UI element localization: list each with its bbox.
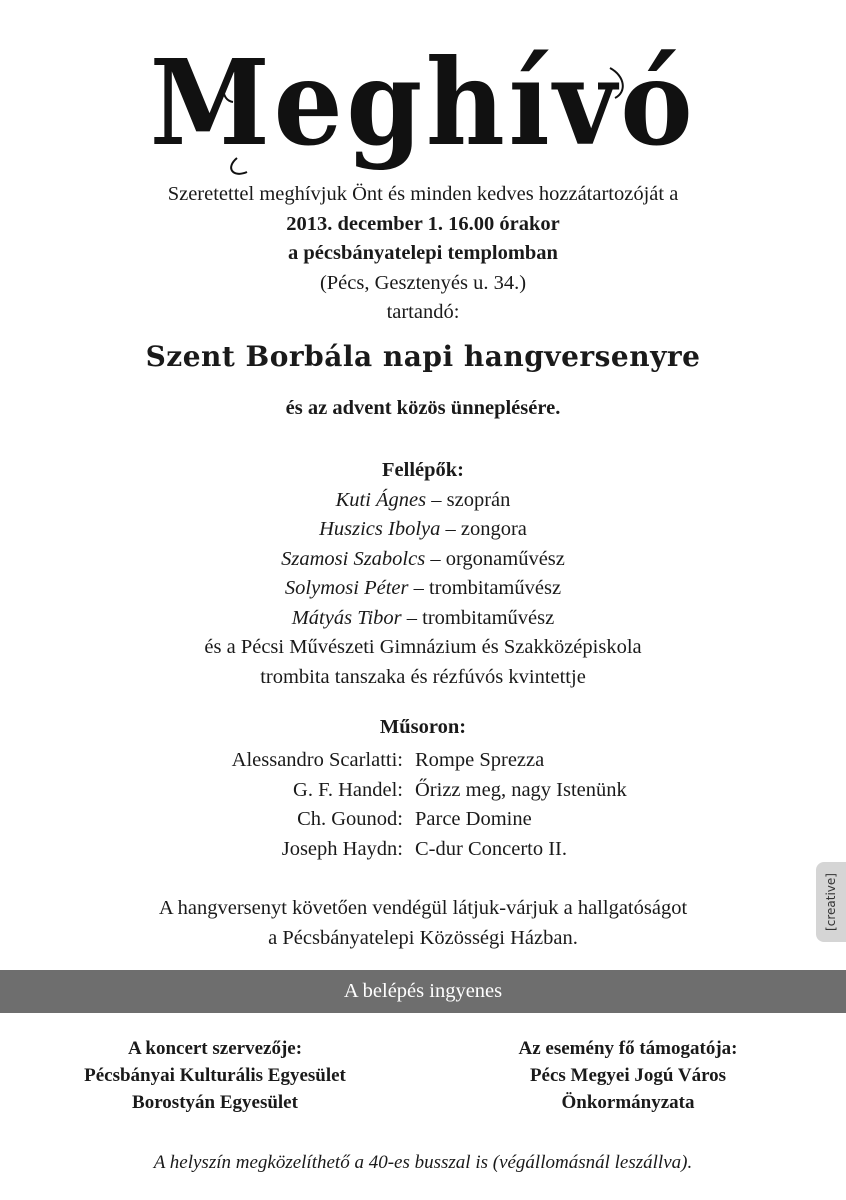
program-piece: Rompe Sprezza [415,749,545,771]
performer-role: – trombitaművész [406,606,555,629]
performer-name: Solymosi Péter [284,577,409,599]
after-concert-text [0,894,846,953]
program-item [0,805,846,835]
after-line: A hangversenyt követően vendégül látjuk-várjuk a hallgatóságot [158,897,688,919]
sponsor-line: Önkormányzata [561,1092,695,1113]
program-item [0,746,846,776]
program-piece: Parce Domine [415,808,532,830]
free-entry-banner: A belépés ingyenes [0,970,846,1013]
sponsor-line: Pécs Megyei Jogú Város [529,1065,727,1086]
performer-row [0,486,846,516]
program-composer: G. F. Handel: [293,778,403,801]
performer-name: Mátyás Tibor [291,606,402,629]
performer-name: Kuti Ágnes [335,488,427,511]
performer-name: Huszics Ibolya [319,518,441,540]
organizer-line: Pécsbányai Kulturális Egyesület [84,1065,346,1086]
sponsor-heading: Az esemény fő támogatója: [518,1038,738,1059]
program-piece: C-dur Concerto II. [415,837,567,860]
transport-note: A helyszín megközelíthető a 40-es busszal is (végállomásnál leszállva). [153,1152,693,1173]
performer-role: – szoprán [431,488,511,511]
after-line: a Pécsbányatelepi Közösségi Házban. [268,926,578,949]
performers-extra: és a Pécsi Művészeti Gimnázium és Szakközépiskola [204,636,642,658]
organizer-line: Borostyán Egyesület [132,1092,298,1113]
program-list [0,746,846,864]
performer-name: Szamosi Szabolcs [281,547,426,570]
performer-role: – zongora [445,518,527,540]
event-venue: a pécsbányatelepi templomban [288,242,558,264]
side-tab-label: [creative] [824,873,838,931]
performer-row [0,545,846,575]
event-date: 2013. december 1. 16.00 órakor [286,212,560,235]
performers-section [0,456,846,692]
invite-line: tartandó: [386,301,460,323]
performer-role: – orgonaművész [430,547,565,570]
sponsor-block [428,1035,828,1116]
performer-role: – trombitaművész [413,577,562,599]
program-heading: Műsoron: [379,716,467,738]
program-composer: Joseph Haydn: [281,837,403,860]
organizer-block [15,1035,415,1116]
program-item [0,835,846,865]
page-title: Meghívó [149,33,697,172]
program-piece: Őrizz meg, nagy Istenünk [415,778,627,801]
invite-line: Szeretettel meghívjuk Önt és minden kedves hozzátartozóját a [167,183,679,205]
program-composer: Ch. Gounod: [297,808,403,830]
event-name: Szent Borbála napi hangversenyre [145,340,701,373]
performers-heading: Fellépők: [382,459,464,481]
event-address: (Pécs, Gesztenyés u. 34.) [319,271,527,294]
program-item [0,776,846,806]
organizer-heading: A koncert szervezője: [127,1038,303,1059]
performer-row [0,515,846,545]
invitation-text [0,180,846,328]
advent-line: és az advent közös ünneplésére. [285,397,561,419]
performers-extra: trombita tanszaka és rézfúvós kvintettje [260,665,586,688]
program-composer: Alessandro Scarlatti: [231,749,403,771]
creative-side-tab [816,862,846,942]
performer-row [0,574,846,604]
performer-row [0,604,846,634]
